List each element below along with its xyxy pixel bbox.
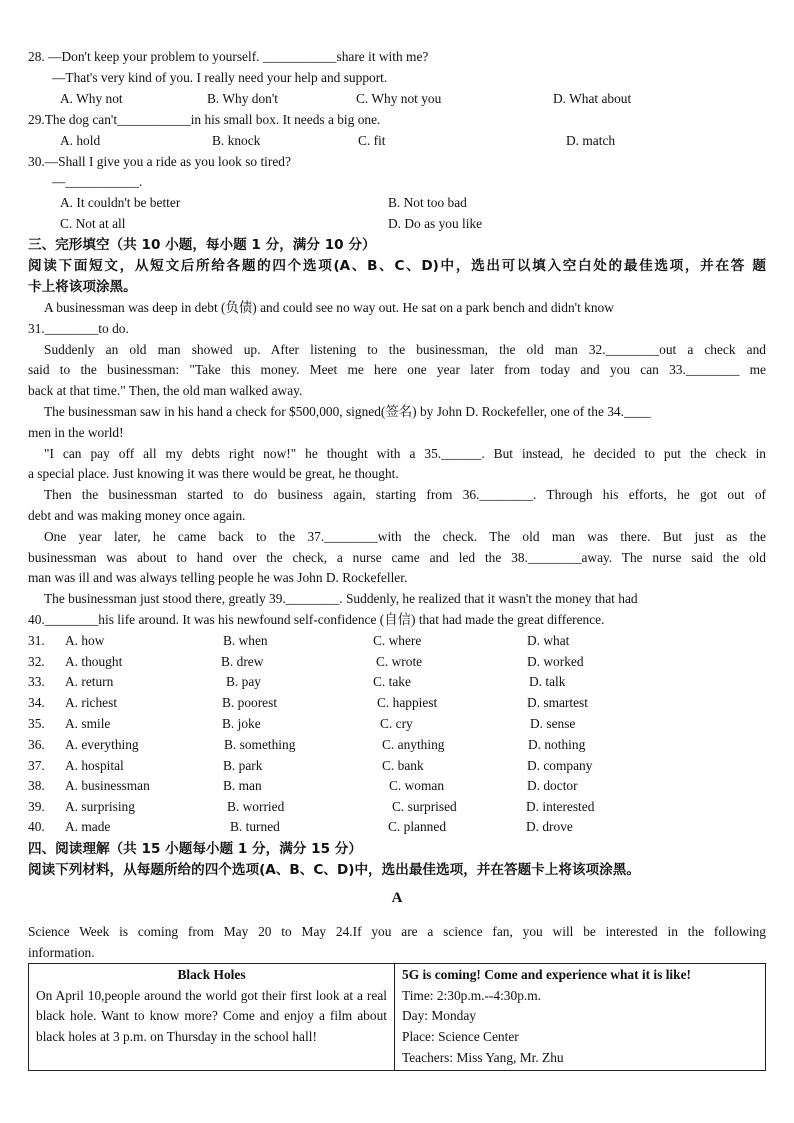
section3-instruction-line1: 阅读下面短文，从短文后所给各题的四个选项(A、B、C、D)中，选出可以填入空白处的最佳选项，并在答 题	[28, 258, 766, 274]
q28-option-a: A. Why not	[60, 91, 123, 106]
black-holes-body: On April 10,people around the world got their first look at a real black hole. Want to know more? Come and enjoy a film about black holes at 3 p.m. on Thursday in the school hall!	[36, 987, 387, 1045]
q28-option-b: B. Why don't	[207, 91, 278, 106]
black-holes-title: Black Holes	[177, 967, 246, 982]
q28-option-c: C. Why not you	[356, 91, 442, 106]
passage-line: One year later, he came back to the 37.________with the check. The old man was there. But just as the	[44, 529, 766, 544]
q30-option-d: D. Do as you like	[388, 216, 483, 231]
passage-line: businessman was about to hand over the check, a nurse came and led the 38.________away. The nurse said the old	[28, 550, 766, 565]
part-a-label: A	[391, 890, 403, 906]
q29-option-c: C. fit	[358, 133, 386, 148]
passage-line: Suddenly an old man showed up. After listening to the businessman, the old man 32.________out a check and	[44, 342, 766, 357]
passage-line: said to the businessman: "Take this money. Meet me here one year later from today and you can 33.________ me	[28, 362, 766, 377]
5g-place: Place: Science Center	[402, 1029, 519, 1045]
q28-option-d: D. What about	[553, 91, 632, 106]
passage-line: "I can pay off all my debts right now!" he thought with a 35.______. But instead, he decided to put the check in	[44, 446, 766, 461]
q30-option-a: A. It couldn't be better	[60, 195, 181, 210]
5g-day: Day: Monday	[402, 1008, 477, 1024]
q29-option-a: A. hold	[60, 133, 101, 148]
5g-title: 5G is coming! Come and experience what it is like!	[402, 967, 691, 982]
science-week-table	[28, 963, 766, 1071]
part-a-intro-line1: Science Week is coming from May 20 to May 24.If you are a science fan, you will be interested in the following	[28, 924, 766, 939]
5g-time: Time: 2:30p.m.--4:30p.m.	[402, 987, 541, 1003]
q29-option-d: D. match	[566, 133, 616, 148]
q30-option-c: C. Not at all	[60, 216, 126, 231]
5g-teachers: Teachers: Miss Yang, Mr. Zhu	[402, 1049, 564, 1065]
passage-line: Then the businessman started to do business again, starting from 36.________. Through his efforts, he got out of	[44, 487, 766, 502]
black-holes-cell	[29, 964, 395, 1071]
q30-option-b: B. Not too bad	[388, 195, 467, 210]
5g-cell	[395, 964, 766, 1071]
q29-option-b: B. knock	[212, 133, 261, 148]
